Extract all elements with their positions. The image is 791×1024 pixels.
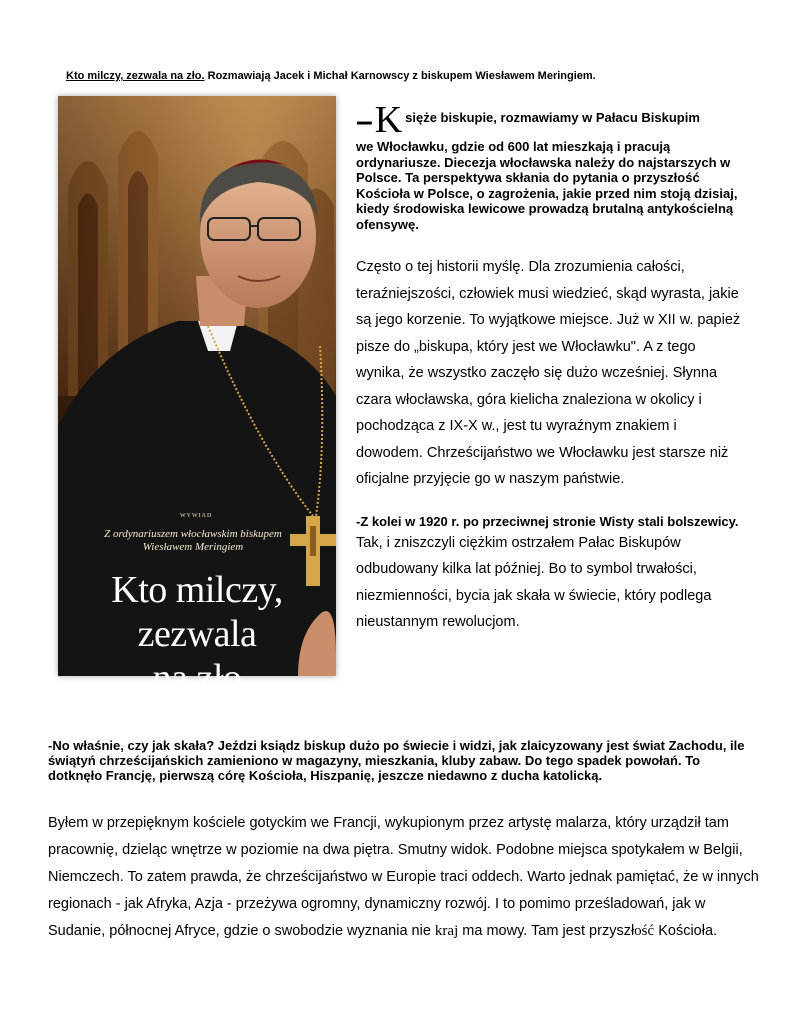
question-dash: – [356, 105, 373, 138]
cover-subtitle [88, 528, 298, 554]
question-1 [356, 99, 746, 232]
question-1-first-line: sięże biskupie, rozmawiamy w Pałacu Biskupim [405, 110, 700, 125]
question-2: -Z kolei w 1920 r. po przeciwnej stronie Wisty stali bolszewicy. [356, 513, 739, 529]
question-1-text: we Włocławku, gdzie od 600 lat mieszkają i pracują ordynariusze. Diecezja włocławska należy do najstarszych w Polsce. Ta perspektywa skłania do pytania o przyszłość Kościoła w Polsce, o zagrożenia, jakie przed nim stoją dzisiaj, kiedy środowiska lewicowe prowadzą brutalną antykościelną ofensywę. [356, 139, 738, 232]
answer-2: Tak, i zniszczyli ciężkim ostrzałem Pałac Biskupów odbudowany kilka lat później. Bo to symbol trwałości, niezmienności, bycia jak skała w świecie, który podlega nieustannym rewolucjom. [356, 534, 712, 630]
book-cover-image [58, 96, 336, 699]
interview-column [356, 99, 746, 636]
cover-badge: WYWIAD [180, 513, 213, 519]
cover-subtitle-line: Wiesławem Meringiem [142, 541, 244, 553]
article-header [66, 70, 596, 82]
cover-title-line: Kto milczy, [111, 569, 283, 611]
answer-3 [48, 810, 760, 945]
answer-3-serif-word: ość [634, 923, 655, 939]
cover-title-line: na zło [152, 657, 242, 699]
article-byline: Rozmawiają Jacek i Michał Karnowscy z biskupem Wiesławem Meringiem. [207, 70, 596, 82]
cover-title [58, 568, 336, 700]
question-3: -No właśnie, czy jak skała? Jeździ ksiądz biskup dużo po świecie i widzi, jak zlaicyzowany jest świat Zachodu, ile świątyń chrześcijańskich zamieniono w magazyny, mieszkania, kluby zabaw. Do tego spadek powołań. To dotknęło Francję, pierwszą córę Kościoła, Hiszpanię, jeszcze niedawno z ducha katolicką. [48, 738, 745, 783]
question-1-opening [356, 99, 746, 141]
answer-3-text: ma mowy. Tam jest przyszł [462, 923, 635, 939]
answer-3-serif-word: kraj [434, 923, 459, 939]
answer-3-text: Kościoła. [658, 923, 718, 939]
drop-cap: K [374, 99, 403, 141]
cover-subtitle-line: Z ordynariuszem włocławskim biskupem [104, 528, 282, 540]
answer-1: Często o tej historii myślę. Dla zrozumienia całości, teraźniejszości, człowiek musi wiedzieć, skąd wyrasta, jakie są jego korzenie. To wyjątkowe miejsce. Już w XII w. papież pisze do „biskupa, który jest we Włocławku". A z tego wynika, że wszystko zaczęło się dużo wcześniej. Słynna czara włocławska, góra kielicha znaleziona w okolicy i pochodząca z IX-X w., jest tu wyraźnym znakiem i dowodem. Chrześcijaństwo we Włocławku jest starsze niż oficjalne przyjęcie go w naszym państwie. [356, 259, 741, 487]
article-title-link[interactable]: Kto milczy, zezwala na zło. [66, 70, 205, 82]
cover-title-line: zezwala [137, 613, 257, 655]
answer-3-text: Byłem w przepięknym kościele gotyckim we Francji, wykupionym przez artystę malarza, który urządził tam pracownię, dzieląc wnętrze w poziomie na dwa piętra. Smutny widok. Podobne miejsca spotykałem w Belgii, Niemczech. To zatem prawda, że chrześcijaństwo w Europie traci oddech. Warto jednak pamiętać, że w innych regionach - jak Afryka, Azja - przeżywa ogromny, dynamiczny rozwój. I to pomimo prześladowań, jak w Sudanie, północnej Afryce, gdzie o swobodzie wyznania nie [48, 815, 759, 939]
